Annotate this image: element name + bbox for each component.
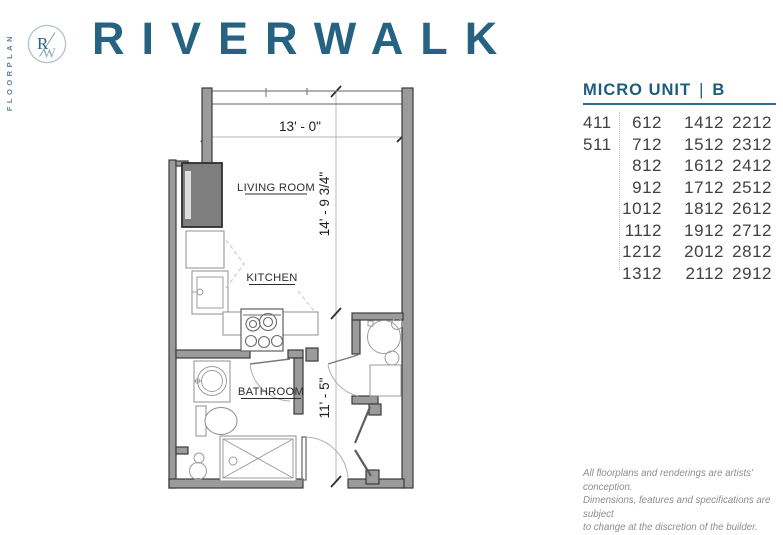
unit-number: 2212 bbox=[732, 113, 772, 132]
unit-number: 1912 bbox=[684, 220, 724, 240]
unit-letter: B bbox=[712, 81, 726, 99]
unit-column-1 bbox=[583, 112, 613, 155]
unit-number: 2412 bbox=[732, 156, 772, 175]
unit-number: 511 bbox=[583, 134, 612, 154]
unit-number: 1212 bbox=[622, 242, 662, 261]
floorplan-drawing bbox=[160, 82, 425, 494]
unit-number: 1712 bbox=[684, 177, 724, 197]
living-room-label: LIVING ROOM bbox=[237, 182, 315, 194]
dimension-width: 13' - 0" bbox=[279, 119, 321, 134]
disclaimer-line: All floorplans and renderings are artists' conception. bbox=[583, 468, 753, 493]
unit-number: 1412 bbox=[684, 113, 724, 132]
unit-number: 712 bbox=[632, 134, 662, 154]
dimension-upper-height: 14' - 9 3/4" bbox=[317, 171, 332, 237]
unit-number: 2812 bbox=[732, 242, 772, 261]
unit-number: 812 bbox=[632, 156, 662, 175]
kitchen-label: KITCHEN bbox=[246, 272, 298, 284]
floorplan-side-label: FLOORPLAN bbox=[5, 33, 14, 112]
heading-separator: | bbox=[699, 81, 705, 99]
unit-number: 1112 bbox=[624, 220, 662, 240]
wardrobe-box bbox=[182, 163, 222, 227]
unit-number: 1612 bbox=[684, 156, 724, 175]
unit-number: 2712 bbox=[732, 220, 772, 240]
logo-letter-r: R bbox=[37, 34, 49, 53]
window-lines bbox=[212, 88, 402, 104]
disclaimer-line: to change at the discretion of the builder. bbox=[583, 522, 758, 533]
heading-underline bbox=[583, 103, 776, 105]
unit-column-4 bbox=[728, 112, 772, 284]
page-title: RIVERWALK bbox=[92, 13, 515, 64]
disclaimer-text bbox=[583, 467, 783, 535]
unit-number: 912 bbox=[632, 177, 662, 197]
unit-number: 612 bbox=[632, 113, 662, 132]
unit-type-label: MICRO UNIT bbox=[583, 81, 692, 99]
unit-number: 2112 bbox=[685, 263, 724, 283]
unit-number: 2612 bbox=[732, 199, 772, 218]
dimension-lower-height: 11' - 5" bbox=[317, 377, 332, 419]
disclaimer-line: Dimensions, features and specifications are subject bbox=[583, 495, 771, 520]
unit-column-2 bbox=[620, 112, 662, 284]
bathroom-label: BATHROOM bbox=[237, 386, 305, 398]
unit-number: 2912 bbox=[732, 263, 772, 283]
unit-number: 1512 bbox=[684, 134, 724, 154]
unit-number: 1812 bbox=[684, 199, 724, 218]
unit-panel-heading bbox=[583, 81, 725, 100]
unit-number: 411 bbox=[583, 113, 612, 132]
unit-number: 2512 bbox=[732, 177, 772, 197]
unit-column-3 bbox=[678, 112, 724, 284]
unit-number: 1012 bbox=[622, 199, 662, 218]
logo-letter-w: W bbox=[42, 46, 56, 62]
bathroom-fixtures bbox=[190, 361, 297, 481]
unit-number: 2312 bbox=[732, 134, 772, 154]
unit-number: 2012 bbox=[684, 242, 724, 261]
kitchen-fixtures bbox=[186, 231, 318, 351]
unit-number: 1312 bbox=[622, 263, 662, 283]
rw-monogram-logo bbox=[27, 24, 67, 64]
